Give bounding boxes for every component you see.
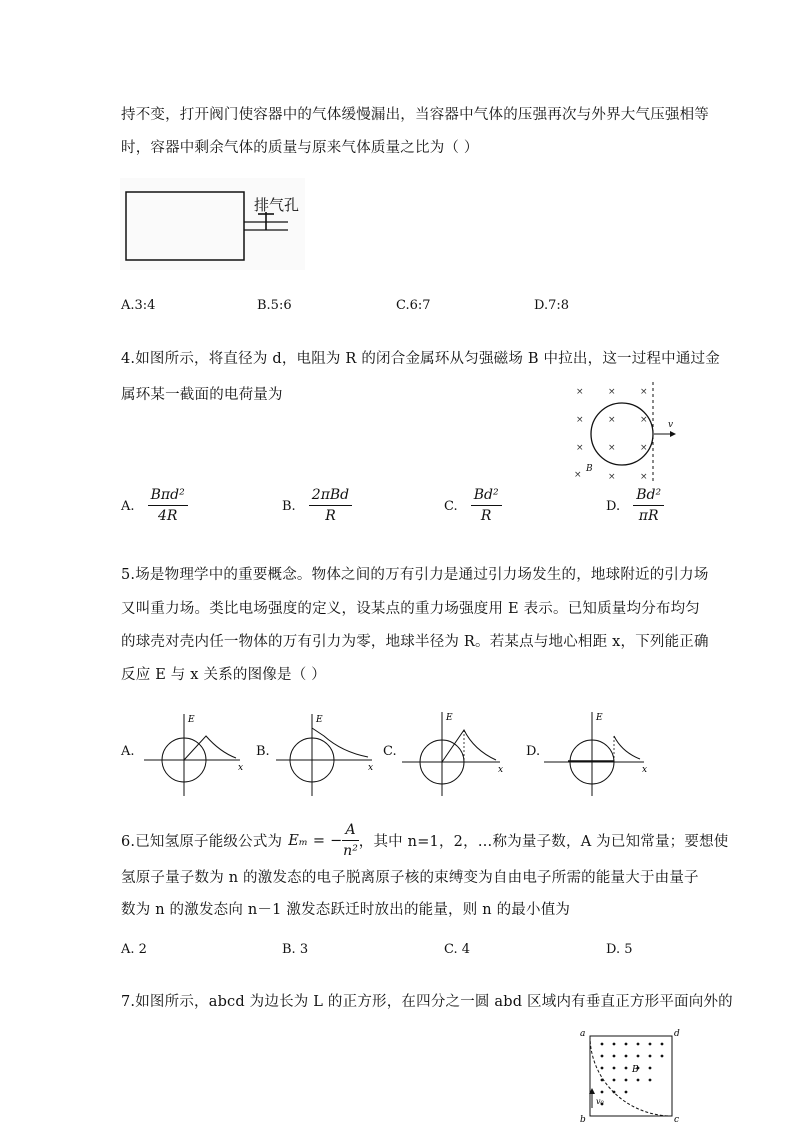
svg-text:×: × bbox=[608, 472, 616, 482]
q5-option-c: C. bbox=[383, 744, 397, 759]
q3-text-line1: 持不变，打开阀门使容器中的气体缓慢漏出，当容器中气体的压强再次与外界大气压强相等 bbox=[121, 107, 709, 123]
q4-option-a: A. $\frac{\text{Bπd²}}{4R}$ bbox=[121, 487, 188, 524]
q3-option-d: D.7:8 bbox=[534, 298, 570, 313]
svg-text:×: × bbox=[640, 387, 648, 397]
q5-graph-d bbox=[540, 708, 652, 800]
q7-label-c: c bbox=[674, 1115, 680, 1123]
q4-option-d: D. $\frac{\text{Bd²}}{\pi R}$ bbox=[606, 487, 664, 524]
svg-text:×: × bbox=[574, 470, 582, 480]
svg-text:×: × bbox=[640, 415, 648, 425]
q5-graph-c bbox=[398, 708, 510, 800]
svg-text:×: × bbox=[608, 443, 616, 453]
q4-velocity-label: v bbox=[668, 420, 674, 430]
axis-x-label: x bbox=[642, 765, 648, 775]
axis-x-label: x bbox=[238, 763, 244, 773]
axis-x-label: x bbox=[498, 765, 504, 775]
axis-e-label: E bbox=[596, 713, 603, 723]
axis-x-label: x bbox=[368, 763, 374, 773]
q7-label-a: a bbox=[580, 1029, 586, 1039]
svg-text:×: × bbox=[640, 472, 648, 482]
q4-text-line2: 属环某一截面的电荷量为 bbox=[121, 387, 283, 403]
q5-option-d: D. bbox=[526, 744, 541, 759]
q3-fig-label: 排气孔 bbox=[254, 196, 300, 214]
q3-container-figure bbox=[120, 178, 305, 270]
q3-option-a: A.3:4 bbox=[121, 298, 156, 313]
q7-label-field: B bbox=[632, 1065, 639, 1075]
q5-option-b: B. bbox=[256, 744, 270, 759]
q7-label-d: d bbox=[674, 1029, 680, 1039]
svg-text:×: × bbox=[608, 387, 616, 397]
q4-text-line1: 4.如图所示，将直径为 d，电阻为 R 的闭合金属环从匀强磁场 B 中拉出，这一过程中通过金 bbox=[121, 351, 720, 367]
q6-option-c: C. 4 bbox=[444, 942, 471, 957]
q5-option-a: A. bbox=[121, 744, 135, 759]
q5-text-line1: 5.场是物理学中的重要概念。物体之间的万有引力是通过引力场发生的，地球附近的引力场 bbox=[121, 567, 709, 583]
q6-formula-lhs: Eₘ = − bbox=[288, 832, 343, 849]
q5-text-line3: 的球壳对壳内任一物体的万有引力为零，地球半径为 R。若某点与地心相距 x，下列能正确 bbox=[121, 634, 709, 650]
q3-text-line2: 时，容器中剩余气体的质量与原来气体质量之比为（ ） bbox=[121, 140, 479, 156]
axis-e-label: E bbox=[316, 715, 323, 725]
q5-text-line2: 又叫重力场。类比电场强度的定义，设某点的重力场强度用 E 表示。已知质量均分布均匀 bbox=[121, 601, 700, 617]
q4-field-label: B bbox=[586, 464, 593, 474]
q6-option-b: B. 3 bbox=[282, 942, 309, 957]
svg-text:×: × bbox=[576, 387, 584, 397]
axis-e-label: E bbox=[446, 713, 453, 723]
q7-label-b: b bbox=[580, 1115, 586, 1123]
q6-option-d: D. 5 bbox=[606, 942, 633, 957]
q6-text-line2: 氢原子量子数为 n 的激发态的电子脱离原子核的束缚变为自由电子所需的能量大于由量子 bbox=[121, 870, 699, 886]
svg-text:×: × bbox=[608, 415, 616, 425]
q7-text-line1: 7.如图所示，abcd 为边长为 L 的正方形，在四分之一圆 abd 区域内有垂直正方形平面向外的 bbox=[121, 994, 733, 1010]
q6-text-line3: 数为 n 的激发态向 n－1 激发态跃迁时放出的能量，则 n 的最小值为 bbox=[121, 902, 571, 918]
q4-option-b: B. $\frac{\text{2πBd}}{R}$ bbox=[282, 487, 352, 524]
q3-option-c: C.6:7 bbox=[396, 298, 431, 313]
svg-text:×: × bbox=[640, 443, 648, 453]
svg-text:×: × bbox=[576, 443, 584, 453]
q7-square-figure bbox=[576, 1028, 686, 1123]
svg-text:×: × bbox=[576, 415, 584, 425]
q4-option-c: C. $\frac{\text{Bd²}}{R}$ bbox=[444, 487, 502, 524]
q6-option-a: A. 2 bbox=[121, 942, 147, 957]
q7-label-v0: v₀ bbox=[596, 1097, 604, 1106]
q6-formula-fraction: $\frac{A}{\text{n²}}$ bbox=[343, 822, 359, 859]
q5-graph-b bbox=[272, 710, 382, 800]
q5-graph-a bbox=[140, 710, 250, 800]
axis-e-label: E bbox=[188, 715, 195, 725]
q6-text-line1: 6.已知氢原子能级公式为 Eₘ = − $\frac{A}{\text{n²}}$ ，其中 n=1，2，…称为量子数，A 为已知常量；要想使 bbox=[121, 822, 729, 859]
q5-text-line4: 反应 E 与 x 关系的图像是（ ） bbox=[121, 667, 326, 683]
q3-option-b: B.5:6 bbox=[257, 298, 292, 313]
